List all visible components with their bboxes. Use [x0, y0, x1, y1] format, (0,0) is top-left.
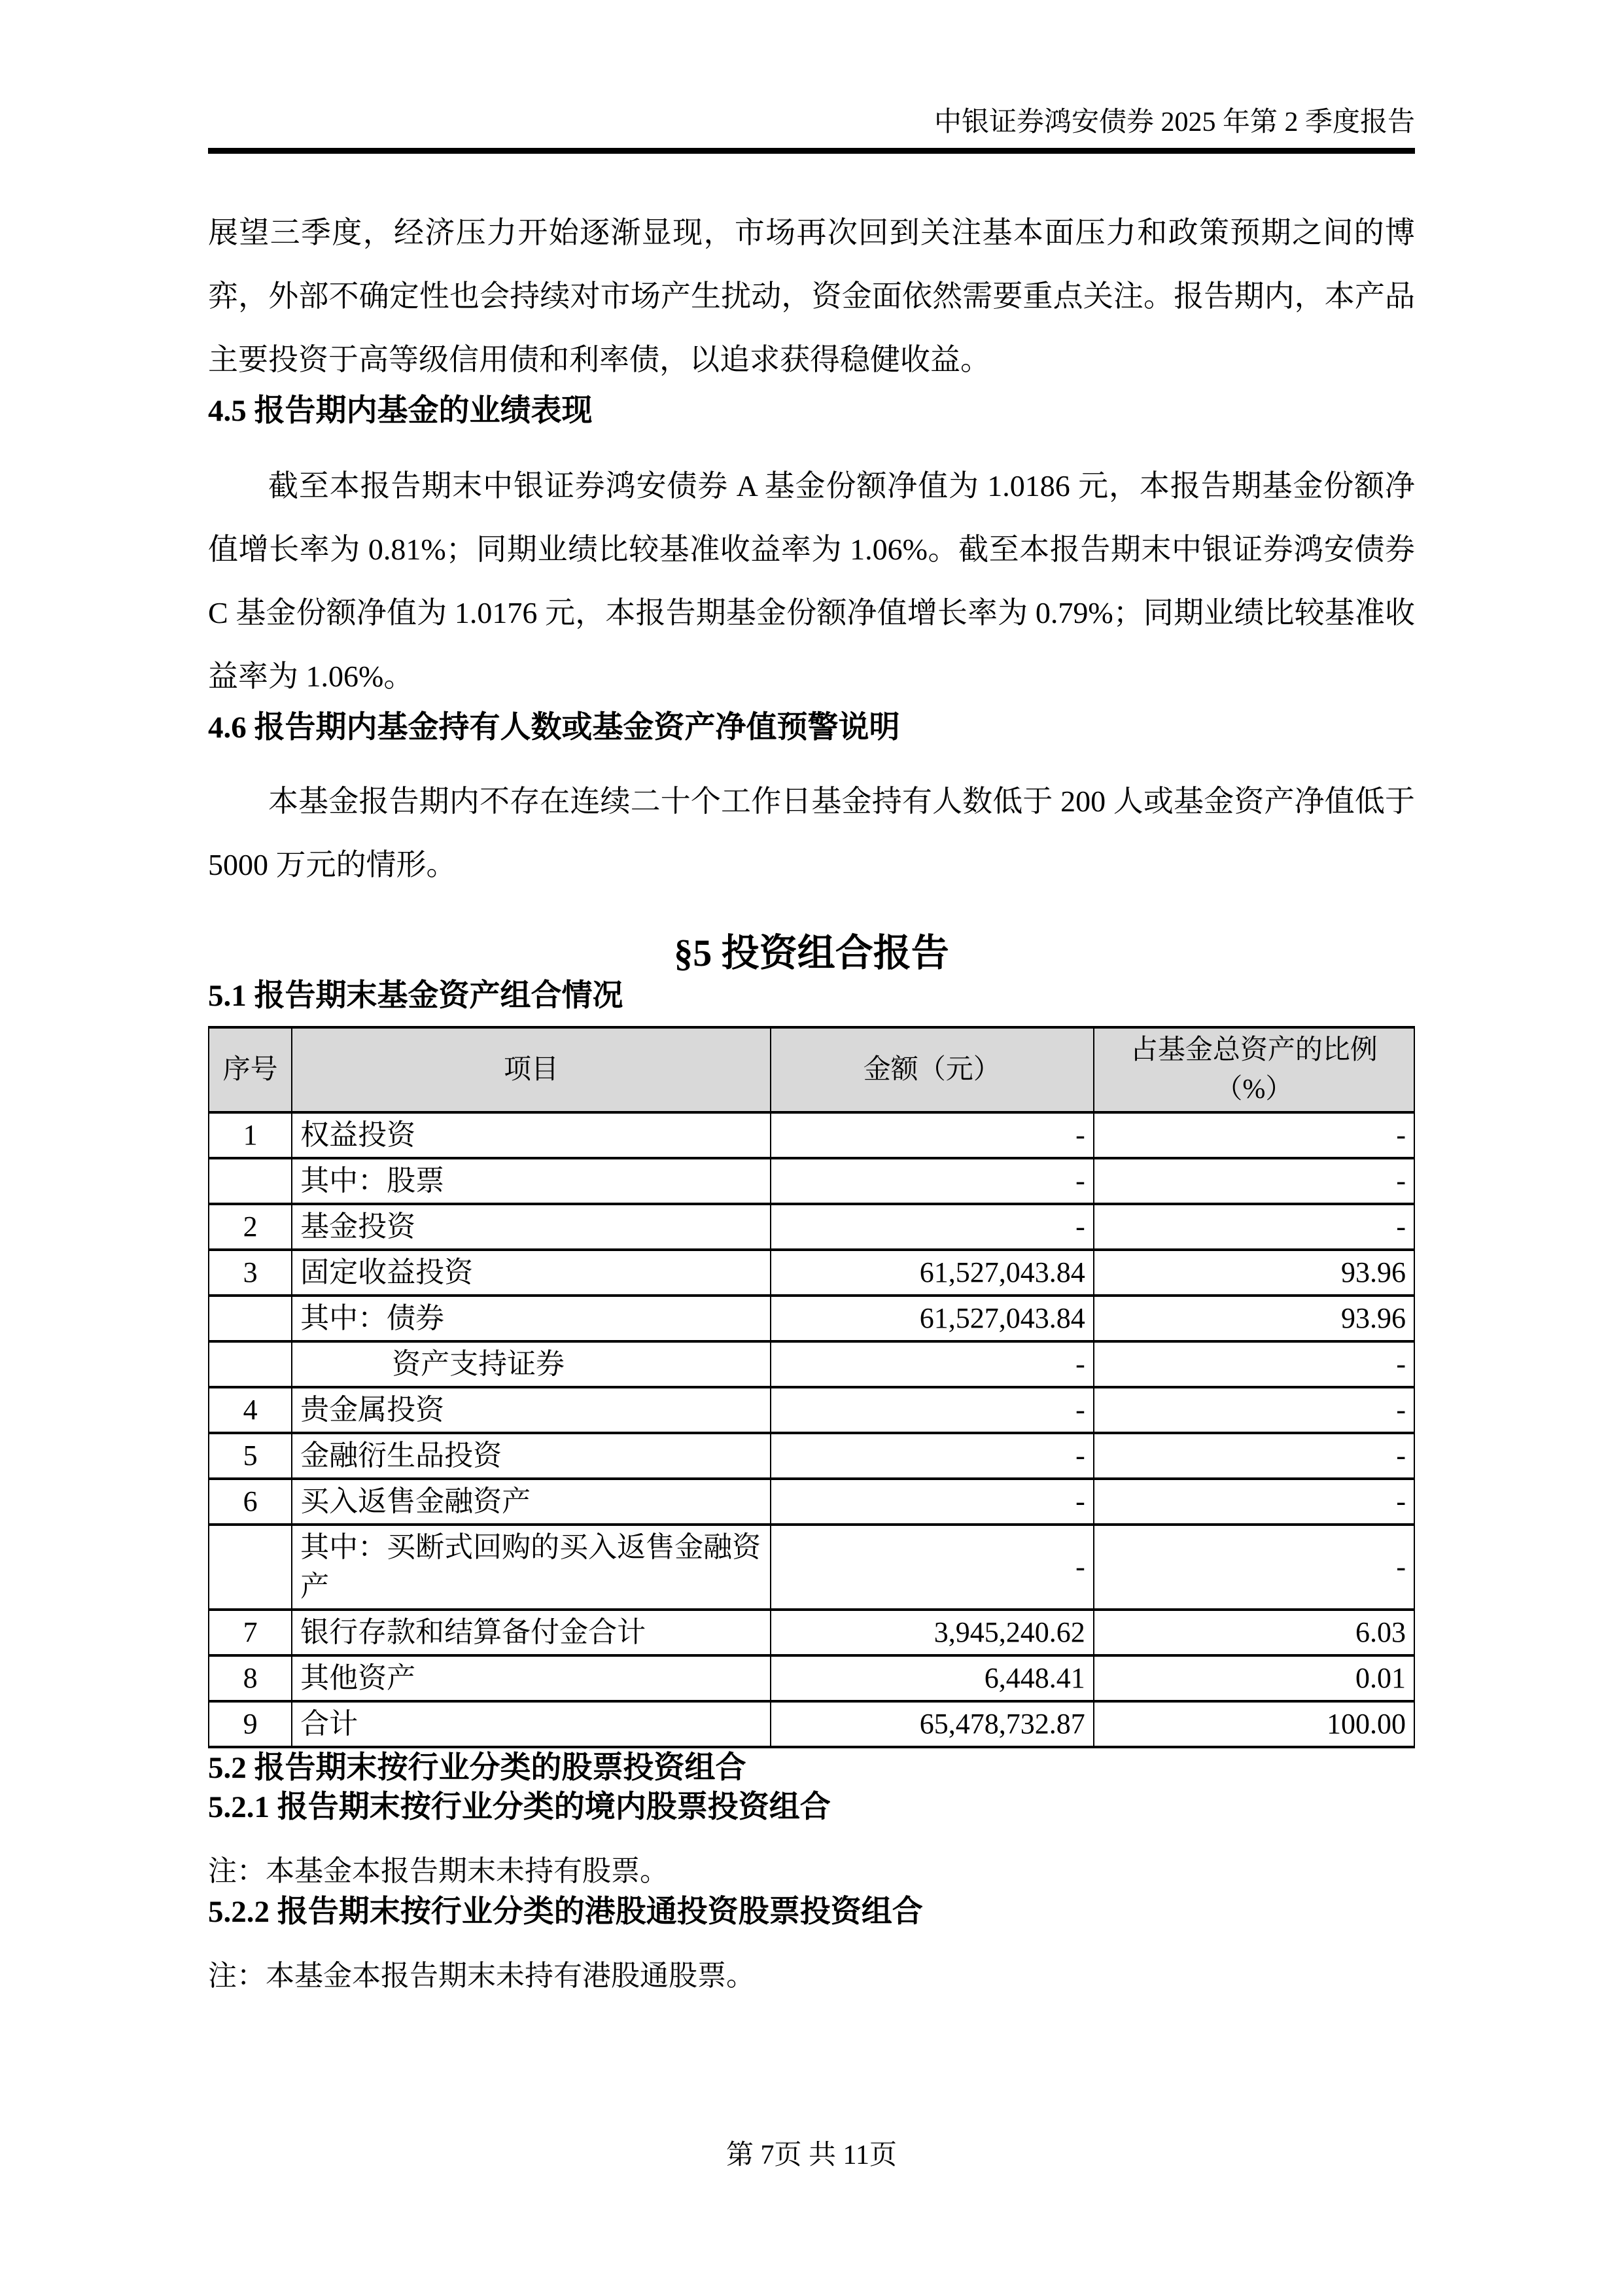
table-row	[209, 1204, 1414, 1250]
row-amount-cell: -	[771, 1341, 1094, 1387]
row-item-cell: 其中：股票	[292, 1158, 771, 1204]
row-ratio-cell: -	[1094, 1341, 1414, 1387]
row-ratio-cell: -	[1094, 1525, 1414, 1610]
section-5-chapter-heading: §5 投资组合报告	[674, 932, 949, 974]
row-amount-cell: -	[771, 1387, 1094, 1433]
row-ratio-cell: -	[1094, 1112, 1414, 1158]
table-row	[209, 1701, 1414, 1747]
row-no-cell: 3	[209, 1250, 292, 1296]
table-row	[209, 1387, 1414, 1433]
row-ratio-cell: 0.01	[1094, 1655, 1414, 1701]
table-row	[209, 1655, 1414, 1701]
asset-table-header-row	[209, 1027, 1414, 1112]
section-4-6-body: 本基金报告期内不存在连续二十个工作日基金持有人数低于 200 人或基金资产净值低于 5000 万元的情形。	[208, 785, 1415, 881]
row-ratio-cell: 93.96	[1094, 1296, 1414, 1341]
row-ratio-cell: -	[1094, 1204, 1414, 1250]
row-no-cell: 9	[209, 1701, 292, 1747]
outlook-paragraph: 展望三季度，经济压力开始逐渐显现，市场再次回到关注基本面压力和政策预期之间的博弈，外部不确定性也会持续对市场产生扰动，资金面依然需要重点关注。报告期内，本产品主要投资于高等级信用债和利率债，以追求获得稳健收益。	[208, 216, 1415, 376]
row-ratio-cell: -	[1094, 1433, 1414, 1479]
table-row	[209, 1479, 1414, 1525]
table-row	[209, 1433, 1414, 1479]
row-amount-cell: -	[771, 1158, 1094, 1204]
row-item-cell: 银行存款和结算备付金合计	[292, 1610, 771, 1655]
row-no-cell: 8	[209, 1655, 292, 1701]
row-ratio-cell: 93.96	[1094, 1250, 1414, 1296]
row-item-cell: 基金投资	[292, 1204, 771, 1250]
row-no-cell	[209, 1341, 292, 1387]
row-ratio-cell: -	[1094, 1479, 1414, 1525]
table-row	[209, 1250, 1414, 1296]
column-header-2: 金额（元）	[771, 1027, 1094, 1112]
row-ratio-cell: -	[1094, 1387, 1414, 1433]
section-4-6-heading: 4.6 报告期内基金持有人数或基金资产净值预警说明	[208, 711, 900, 745]
table-row	[209, 1296, 1414, 1341]
row-no-cell: 5	[209, 1433, 292, 1479]
table-row	[209, 1112, 1414, 1158]
row-amount-cell: -	[771, 1204, 1094, 1250]
row-no-cell	[209, 1296, 292, 1341]
asset-portfolio-table	[208, 1026, 1415, 1748]
column-header-1: 项目	[292, 1027, 771, 1112]
page-footer: 第 7页 共 11页	[726, 2140, 897, 2170]
row-amount-cell: 61,527,043.84	[771, 1250, 1094, 1296]
table-row	[209, 1158, 1414, 1204]
section-5-2-heading: 5.2 报告期末按行业分类的股票投资组合	[208, 1751, 746, 1785]
row-no-cell: 4	[209, 1387, 292, 1433]
row-no-cell: 1	[209, 1112, 292, 1158]
row-ratio-cell: 6.03	[1094, 1610, 1414, 1655]
row-amount-cell: 6,448.41	[771, 1655, 1094, 1701]
row-item-cell: 买入返售金融资产	[292, 1479, 771, 1525]
row-item-cell: 其中：买断式回购的买入返售金融资产	[292, 1525, 771, 1610]
column-header-3: 占基金总资产的比例（%）	[1094, 1027, 1414, 1112]
page-header-title: 中银证券鸿安债券 2025 年第 2 季度报告	[208, 0, 1415, 154]
section-5-2-1-heading: 5.2.1 报告期末按行业分类的境内股票投资组合	[208, 1790, 831, 1824]
section-4-5-heading: 4.5 报告期内基金的业绩表现	[208, 394, 593, 428]
row-amount-cell: 61,527,043.84	[771, 1296, 1094, 1341]
row-item-cell: 固定收益投资	[292, 1250, 771, 1296]
table-row	[209, 1525, 1414, 1610]
column-header-0: 序号	[209, 1027, 292, 1112]
row-item-cell: 权益投资	[292, 1112, 771, 1158]
row-no-cell	[209, 1525, 292, 1610]
section-4-5-body: 截至本报告期末中银证券鸿安债券 A 基金份额净值为 1.0186 元，本报告期基金份额净值增长率为 0.81%；同期业绩比较基准收益率为 1.06%。截至本报告期末中银证券鸿安债券 C 基金份额净值为 1.0176 元，本报告期基金份额净值增长率为 0.79%；同期业绩比较基准收益率为 1.06%。	[208, 469, 1416, 693]
section-5-2-1-note: 注：本基金本报告期末未持有股票。	[208, 1855, 669, 1887]
row-item-cell: 金融衍生品投资	[292, 1433, 771, 1479]
row-amount-cell: -	[771, 1525, 1094, 1610]
row-amount-cell: -	[771, 1479, 1094, 1525]
section-5-2-2-note: 注：本基金本报告期末未持有港股通股票。	[208, 1960, 755, 1992]
row-item-cell: 资产支持证券	[292, 1341, 771, 1387]
section-5-2-2-heading: 5.2.2 报告期末按行业分类的港股通投资股票投资组合	[208, 1895, 923, 1929]
row-no-cell: 6	[209, 1479, 292, 1525]
row-no-cell: 7	[209, 1610, 292, 1655]
table-row	[209, 1610, 1414, 1655]
row-item-cell: 其他资产	[292, 1655, 771, 1701]
row-item-cell: 合计	[292, 1701, 771, 1747]
row-amount-cell: -	[771, 1433, 1094, 1479]
row-item-cell: 其中：债券	[292, 1296, 771, 1341]
row-amount-cell: 3,945,240.62	[771, 1610, 1094, 1655]
row-no-cell	[209, 1158, 292, 1204]
section-5-1-heading: 5.1 报告期末基金资产组合情况	[208, 979, 623, 1013]
row-item-cell: 贵金属投资	[292, 1387, 771, 1433]
row-amount-cell: 65,478,732.87	[771, 1701, 1094, 1747]
table-row	[209, 1341, 1414, 1387]
row-no-cell: 2	[209, 1204, 292, 1250]
row-ratio-cell: -	[1094, 1158, 1414, 1204]
row-ratio-cell: 100.00	[1094, 1701, 1414, 1747]
row-amount-cell: -	[771, 1112, 1094, 1158]
